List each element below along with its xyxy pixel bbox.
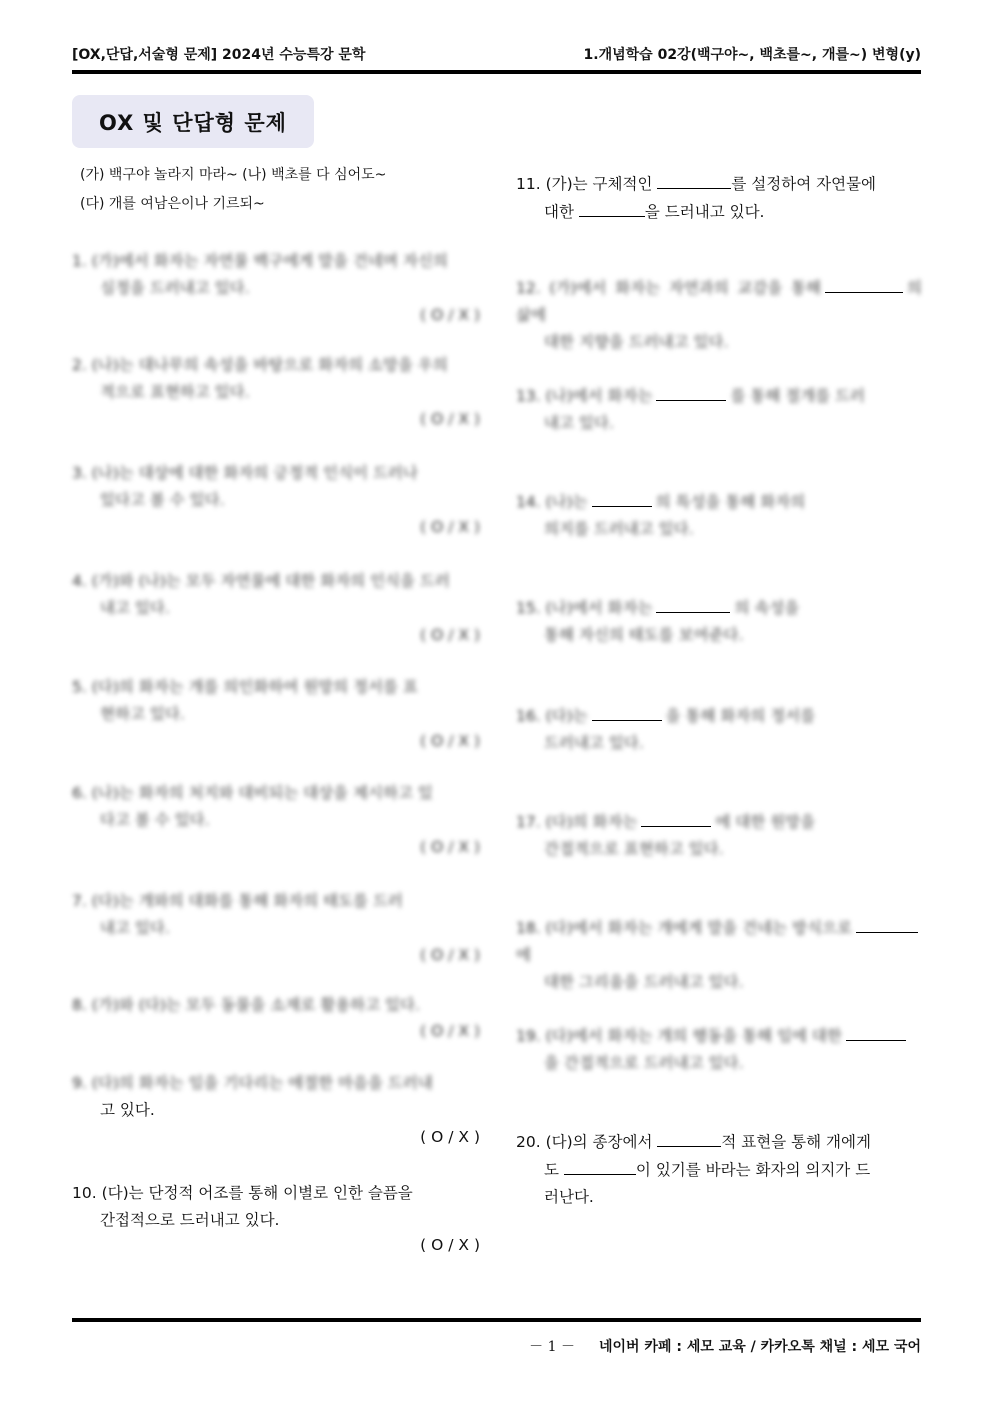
blank-11a[interactable] <box>657 170 731 189</box>
question-8: 8. (가)와 (다)는 모두 동물을 소재로 활용하고 있다. <box>72 996 420 1014</box>
ox-mark-3[interactable]: ( O / X ) <box>420 518 480 536</box>
blank-16[interactable] <box>592 702 662 721</box>
ox-mark-2[interactable]: ( O / X ) <box>420 410 480 428</box>
blank-15[interactable] <box>656 594 730 613</box>
intro-line-2: (다) 개를 여남은이나 기르되~ <box>80 196 265 212</box>
question-6: 6. (나)는 화자의 처지와 대비되는 대상을 제시하고 있 다고 볼 수 있다. <box>72 784 433 829</box>
blank-14[interactable] <box>592 488 652 507</box>
question-10-line-2: 간접적으로 드러내고 있다. <box>100 1211 280 1229</box>
blank-20b[interactable] <box>564 1156 636 1175</box>
blank-13[interactable] <box>656 382 726 401</box>
section-title: OX 및 단답형 문제 <box>72 95 314 148</box>
question-9: 9. (다)의 화자는 임을 기다리는 애절한 마음을 드러내 고 있다. <box>72 1070 480 1124</box>
question-20: 20. (다)의 종장에서 적 표현을 통해 개에게 도 이 있기를 바라는 화자의 의지가 드 러난다. <box>516 1128 922 1211</box>
question-11: 11. (가)는 구체적인 를 설정하여 자연물에 대한 을 드러내고 있다. <box>516 170 922 226</box>
blank-20a[interactable] <box>657 1128 721 1147</box>
question-10-number: 10. <box>72 1184 97 1202</box>
blank-11b[interactable] <box>579 198 645 217</box>
ox-mark-8[interactable]: ( O / X ) <box>420 1022 480 1040</box>
question-18: 18. (다)에서 화자는 개에게 말을 건네는 방식으로에 대한 그리움을 드러내고 있다. <box>516 914 922 996</box>
ox-mark-1[interactable]: ( O / X ) <box>420 306 480 324</box>
blank-12[interactable] <box>825 274 903 293</box>
question-12: 12. (가)에서 화자는 자연과의 교감을 통해 의 삶에 대한 지향을 드러내고 있다. <box>516 274 922 356</box>
question-13: 13. (나)에서 화자는 를 통해 절개를 드러 내고 있다. <box>516 382 922 437</box>
ox-mark-5[interactable]: ( O / X ) <box>420 732 480 750</box>
ox-mark-7[interactable]: ( O / X ) <box>420 946 480 964</box>
header-left: [OX,단답,서술형 문제] 2024년 수능특강 문학 <box>72 47 366 63</box>
ox-mark-6[interactable]: ( O / X ) <box>420 838 480 856</box>
blank-17[interactable] <box>641 808 711 827</box>
question-5: 5. (다)의 화자는 개를 의인화하여 원망의 정서를 표 현하고 있다. <box>72 678 418 723</box>
question-10 <box>72 1180 480 1234</box>
page-footer <box>529 1336 921 1356</box>
ox-mark-10[interactable]: ( O / X ) <box>420 1236 480 1254</box>
blank-18[interactable] <box>856 914 918 933</box>
question-10-line-1: (다)는 단정적 어조를 통해 이별로 인한 슬픔을 <box>101 1184 413 1202</box>
question-19: 19. (다)에서 화자는 개의 행동을 통해 임에 대한 을 간접적으로 드러내고 있다. <box>516 1022 922 1077</box>
question-17: 17. (다)의 화자는 에 대한 원망을 간접적으로 표현하고 있다. <box>516 808 922 863</box>
header-right: 1.개념학습 02강(백구야~, 백초를~, 개를~) 변형(y) <box>583 47 921 63</box>
question-7: 7. (다)는 개와의 대화를 통해 화자의 태도를 드러 내고 있다. <box>72 892 403 937</box>
ox-mark-9[interactable]: ( O / X ) <box>420 1128 480 1146</box>
footer-divider <box>72 1318 921 1322</box>
question-9-line-2: 고 있다. <box>100 1101 155 1119</box>
blank-19[interactable] <box>846 1022 906 1041</box>
intro-line-1: (가) 백구야 놀라지 마라~ (나) 백초를 다 심어도~ <box>80 167 387 183</box>
page-number: － 1 － <box>529 1339 575 1355</box>
question-2: 2. (나)는 대나무의 속성을 바탕으로 화자의 소망을 우의 적으로 표현하고 있다. <box>72 356 448 401</box>
question-1: 1. (가)에서 화자는 자연물 백구에게 말을 건네며 자신의 심정을 드러내고 있다. <box>72 252 448 297</box>
question-3: 3. (나)는 대상에 대한 화자의 긍정적 인식이 드러나 있다고 볼 수 있다. <box>72 464 418 509</box>
question-14: 14. (나)는 의 특성을 통해 화자의 의지를 드러내고 있다. <box>516 488 922 543</box>
question-4: 4. (가)와 (나)는 모두 자연물에 대한 화자의 인식을 드러 내고 있다. <box>72 572 450 617</box>
footer-text: 네이버 카페 : 세모 교육 / 카카오톡 채널 : 세모 국어 <box>598 1339 921 1355</box>
page-header <box>72 44 921 74</box>
question-15: 15. (나)에서 화자는 의 속성을 통해 자신의 태도를 보여준다. <box>516 594 922 649</box>
ox-mark-4[interactable]: ( O / X ) <box>420 626 480 644</box>
question-16: 16. (다)는 을 통해 화자의 정서를 드러내고 있다. <box>516 702 922 757</box>
